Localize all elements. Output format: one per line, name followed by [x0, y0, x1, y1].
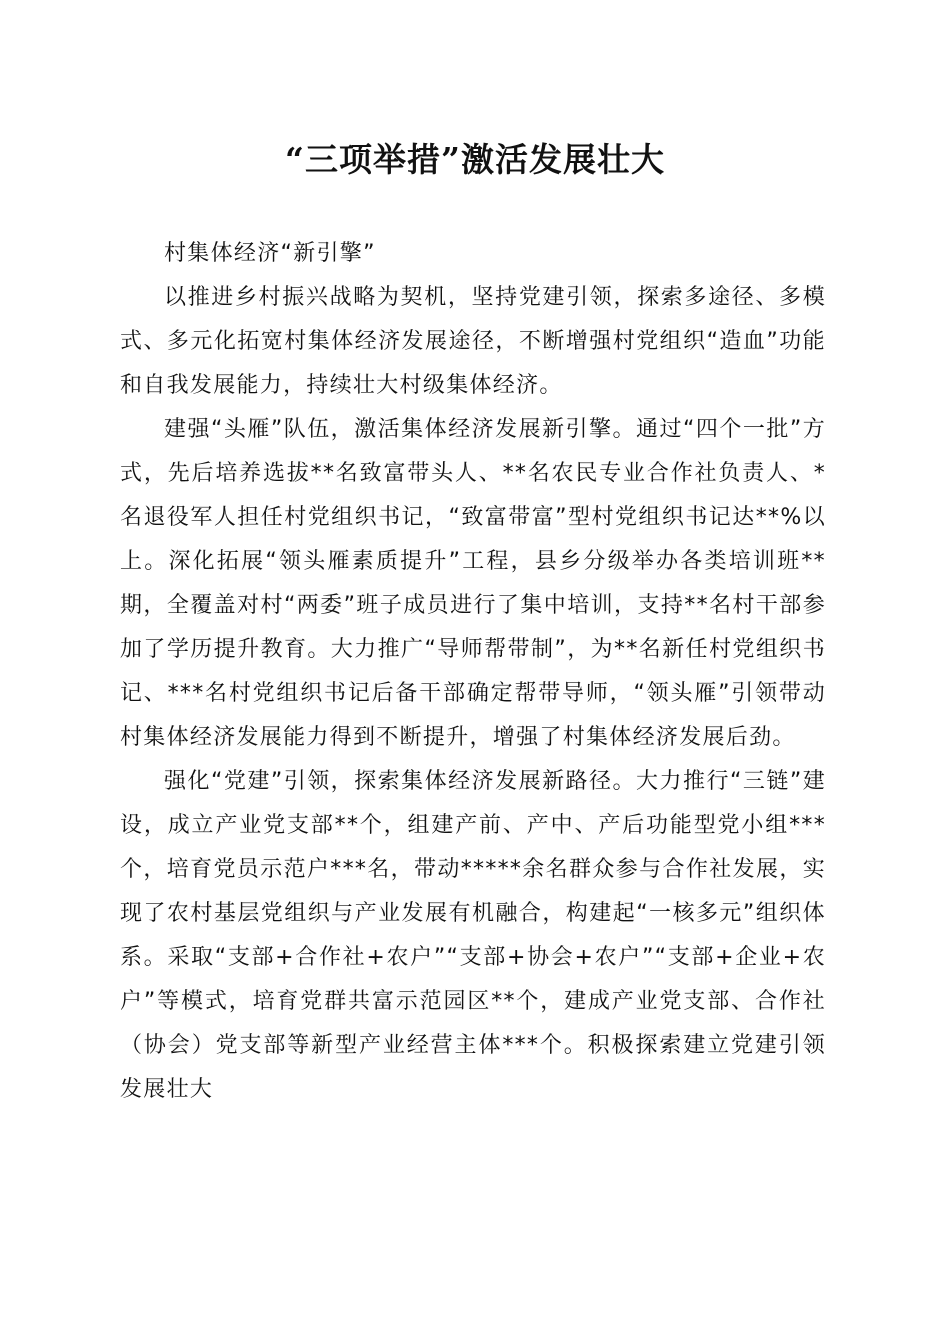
document-title: “三项举措”激活发展壮大 [285, 140, 665, 179]
paragraph: 村集体经济“新引擎” [164, 241, 376, 266]
paragraph: 以推进乡村振兴战略为契机，坚持党建引领，探索多途径、多模式、多元化拓宽村集体经济发展途径，不断增强村党组织“造血”功能和自我发展能力，持续壮大村级集体经济。 [120, 285, 826, 398]
paragraph: 强化“党建”引领，探索集体经济发展新路径。大力推行“三链”建设，成立产业党支部**个，组建产前、产中、产后功能型党小组***个，培育党员示范户***名，带动*****余名群众参与合作社发展，实现了农村基层党组织与产业发展有机融合，构建起“一核多元”组织体系。采取“支部+合作社+农户”“支部+协会+农户”“支部+企业+农户”等模式，培育党群共富示范园区**个，建成产业党支部、合作社（协会）党支部等新型产业经营主体***个。积极探索建立党建引领发展壮大 [120, 769, 826, 1102]
document-body [120, 232, 826, 1112]
paragraph: 建强“头雁”队伍，激活集体经济发展新引擎。通过“四个一批”方式，先后培养选拔**名致富带头人、**名农民专业合作社负责人、*名退役军人担任村党组织书记，“致富带富”型村党组织书记达**%以上。深化拓展“领头雁素质提升”工程，县乡分级举办各类培训班**期，全覆盖对村“两委”班子成员进行了集中培训，支持**名村干部参加了学历提升教育。大力推广“导师帮带制”，为**名新任村党组织书记、***名村党组织书记后备干部确定帮带导师，“领头雁”引领带动村集体经济发展能力得到不断提升，增强了村集体经济发展后劲。 [120, 417, 826, 750]
